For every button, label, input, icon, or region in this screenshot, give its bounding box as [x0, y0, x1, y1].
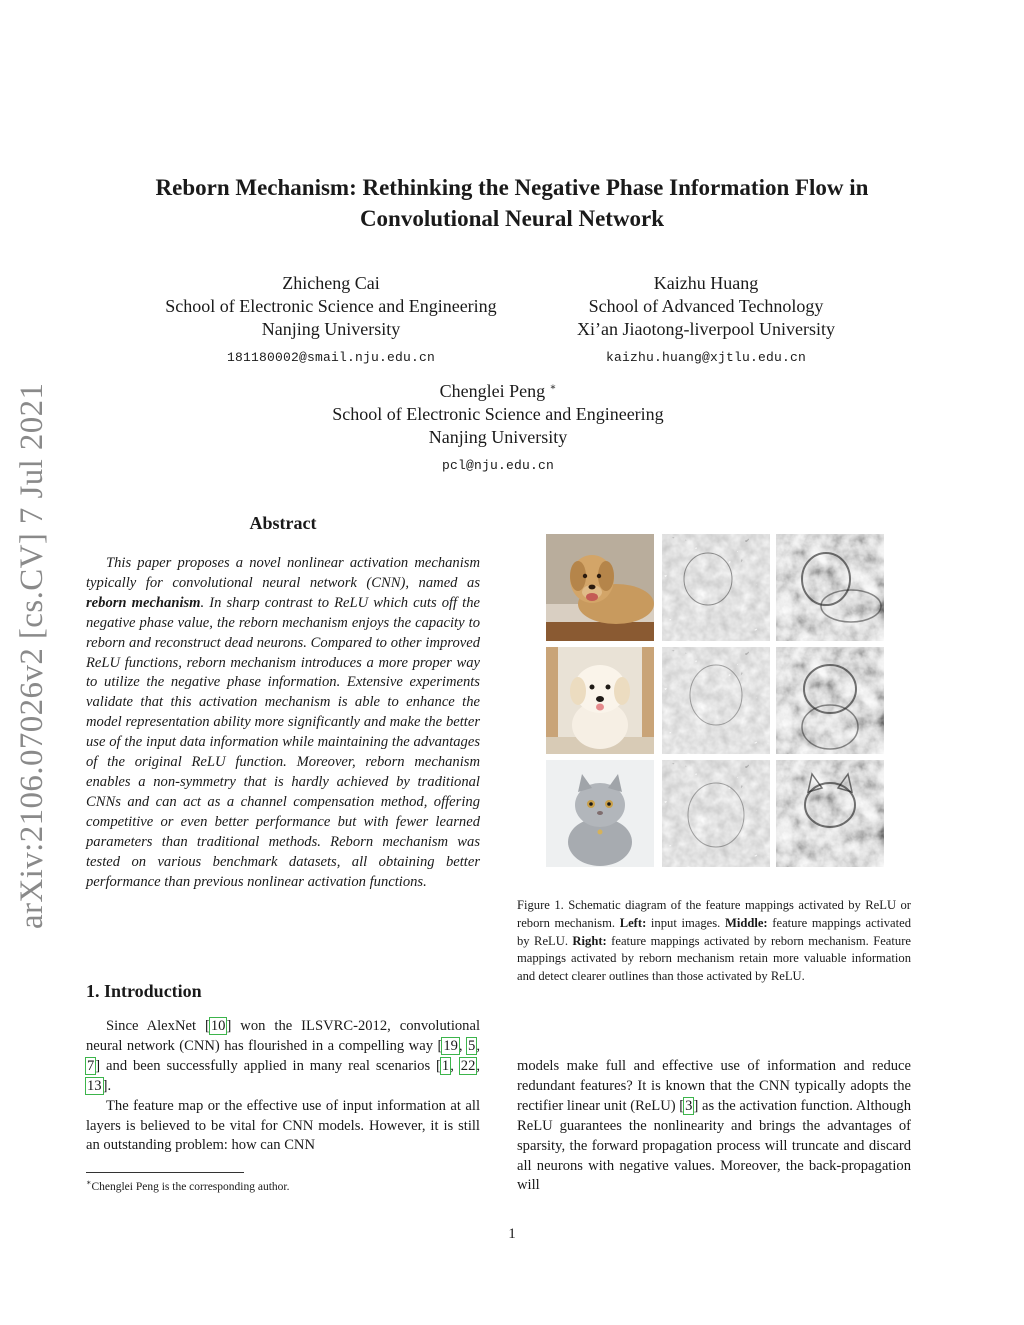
- reborn-feature-map-puppy: [776, 647, 884, 754]
- caption-span: feature mappings activated by reborn mechanism. Feature mappings activated by reborn mechanism retain more valuable information and detect clearer outlines than those activated by ReLU.: [517, 933, 911, 984]
- citation-link[interactable]: 5: [468, 1037, 476, 1054]
- author-univ: Nanjing University: [428, 427, 568, 447]
- text-span: models make full and effective use of information and reduce redundant features? It is known that the CNN typically adopts the rectifier linear unit (ReLU) [: [517, 1058, 911, 1114]
- text-span: ] as the activation function. Although ReLU guarantees the nonlinearity and brings the advantages of sparsity, the forward propagation process will truncate and discard all neurons with negative values. Moreover, the back-propagation will: [517, 1097, 911, 1194]
- author-dept: School of Electronic Science and Engineering: [165, 296, 497, 316]
- citation-link[interactable]: 13: [87, 1077, 102, 1094]
- author-name-line: [272, 376, 724, 403]
- citation-link[interactable]: 10: [210, 1018, 226, 1034]
- author-univ: Nanjing University: [261, 319, 401, 339]
- abstract-heading: Abstract: [249, 513, 317, 533]
- reborn-feature-map-golden-retriever: [776, 534, 884, 641]
- abstract-part-2: . In sharp contrast to ReLU which cuts off the negative phase value, the reborn mechanism enjoys the capacity to reborn and reconstruct dead neurons. Compared to other improved ReLU functions, reborn mechanism introduces a more proper way to utilize the negative phase information. Extensive experiments validate that this activation mechanism is able to enhance the model representation ability more significantly and make the better use of the input data information while maintaining the advantages of the original ReLU function. Moreover, reborn mechanism enables a non-symmetry that is hardly achieved by traditional CNNs and can act as a channel compensation method, offering competitive or even better performance but with fewer learned parameters than traditional methods. Reborn mechanism was tested on various benchmark datasets, all obtaining better performance than previous nonlinear activation functions.: [86, 594, 480, 890]
- input-image-kitten: [546, 760, 654, 867]
- citation-link[interactable]: 3: [685, 1097, 693, 1114]
- footnote-text: Chenglei Peng is the corresponding author.: [91, 1180, 290, 1193]
- figure-1-caption: [517, 897, 911, 986]
- abstract-text: [86, 554, 480, 892]
- relu-feature-map-kitten: [662, 760, 770, 867]
- arxiv-stamp: arXiv:2106.07026v2 [cs.CV] 7 Jul 2021: [14, 382, 50, 929]
- caption-span: Schematic diagram of the feature mappings activated by ReLU or reborn mechanism.: [517, 898, 911, 930]
- author-email[interactable]: kaizhu.huang@xjtlu.edu.cn: [605, 350, 807, 365]
- caption-bold: Right:: [572, 933, 607, 948]
- citation-link[interactable]: 7: [87, 1057, 95, 1074]
- section-heading-introduction: 1. Introduction: [86, 981, 202, 1001]
- relu-feature-map-puppy: [662, 647, 770, 754]
- corresponding-mark: ∗: [549, 382, 557, 393]
- intro-paragraph-2: The feature map or the effective use of input information at all layers is believed to be vital for CNN models. However, it is still an outstanding problem: how can CNN: [86, 1097, 480, 1154]
- author-email[interactable]: 181180002@smail.nju.edu.cn: [226, 350, 436, 365]
- author-name: Zhicheng Cai: [282, 273, 380, 293]
- author-dept: School of Advanced Technology: [588, 296, 824, 316]
- caption-label: Figure 1.: [517, 898, 564, 912]
- intro-text: [86, 1017, 480, 1156]
- caption-span: input images.: [646, 915, 725, 930]
- footnote: [86, 1178, 289, 1193]
- abstract-part-1: This paper proposes a novel nonlinear activation mechanism typically for convolutional neural network (CNN), named as: [86, 555, 480, 591]
- author-name: Kaizhu Huang: [653, 273, 759, 293]
- author-univ: Xi’an Jiaotong-liverpool University: [577, 319, 835, 339]
- title-line-2: Convolutional Neural Network: [359, 206, 665, 231]
- footnote-rule: [86, 1172, 244, 1173]
- citation-link[interactable]: 22: [460, 1057, 476, 1074]
- abstract-bold-term: reborn mechanism: [86, 594, 201, 611]
- author-block-1: [130, 272, 532, 369]
- citation-link[interactable]: 1: [441, 1057, 450, 1074]
- author-email[interactable]: pcl@nju.edu.cn: [441, 458, 555, 473]
- author-block-3: [272, 376, 724, 477]
- author-name: Chenglei Peng: [439, 381, 546, 401]
- text-span: Since AlexNet [: [106, 1018, 210, 1034]
- paper-title: [80, 172, 944, 234]
- text-span: ] won the ILSVRC-2012, convolutional neural network (CNN) has flourished in a compelling way [: [86, 1018, 480, 1054]
- input-image-golden-retriever: [546, 534, 654, 641]
- title-line-1: Reborn Mechanism: Rethinking the Negative Phase Information Flow in: [155, 175, 869, 200]
- caption-bold: Middle:: [724, 915, 768, 930]
- intro-paragraph-1: Since AlexNet [10] won the ILSVRC-2012, convolutional neural network (CNN) has flourished in a compelling way [19, 5, 7] and been successfully applied in many real scenarios [1, 22, 13].: [86, 1018, 481, 1094]
- relu-feature-map-golden-retriever: [662, 534, 770, 641]
- caption-bold: Left:: [619, 915, 647, 930]
- text-span: ].: [102, 1077, 112, 1094]
- author-dept: School of Electronic Science and Engineering: [332, 404, 664, 424]
- text-span: ] and been successfully applied in many real scenarios [: [95, 1057, 441, 1074]
- caption-span: feature mappings activated by ReLU.: [517, 915, 911, 948]
- figure-1-grid: [546, 534, 886, 867]
- input-image-puppy: [546, 647, 654, 754]
- citation-link[interactable]: 19: [443, 1037, 458, 1054]
- page-number: 1: [508, 1226, 516, 1242]
- author-block-2: [546, 272, 866, 369]
- reborn-feature-map-kitten: [776, 760, 884, 867]
- footnote-mark: ∗: [86, 1178, 92, 1187]
- right-column-text: [517, 1057, 911, 1196]
